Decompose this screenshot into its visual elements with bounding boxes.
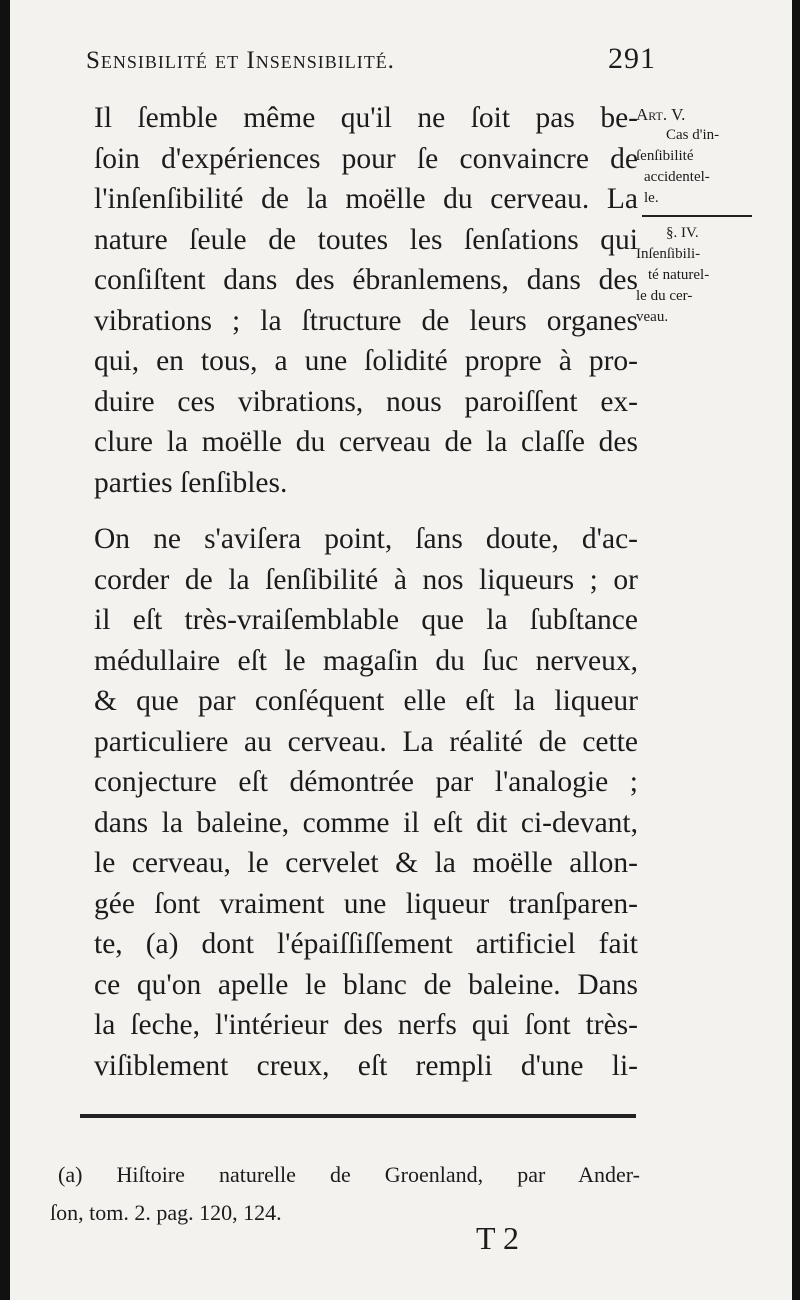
text-line: corder de la ſenſibilité à nos liqueurs ; or [94,563,638,596]
margin-note-section-iv [636,223,786,328]
text-line: ce qu'on apelle le blanc de baleine. Dans [94,968,638,1001]
text-line: le cerveau, le cervelet & la moëlle allon- [94,847,638,879]
text-line: la ſeche, l'intérieur des nerfs qui ſont très- [94,1009,638,1041]
margin-note-line: §. IV. [666,225,699,241]
paragraph-1 [50,98,638,503]
paragraph-2 [50,519,638,1086]
text-line: te, (a) dont l'épaiſſiſſement artificiel fait [94,928,638,960]
text-line: ſoin d'expériences pour ſe convaincre de [94,142,638,175]
text-line: médullaire eſt le magaſin du ſuc nerveux, [94,644,638,677]
text-line: dans la baleine, comme il eſt dit ci-devant, [94,806,638,839]
text-line: clure la moëlle du cerveau de la claſſe des [94,426,638,458]
text-line: parties ſenſibles. [94,466,288,499]
text-line: nature ſeule de toutes les ſenſations qui [94,223,638,256]
margin-note-line: Art. V. [636,105,686,124]
signature-mark: T 2 [476,1220,519,1256]
text-line: qui, en tous, a une ſolidité propre à pro- [94,345,638,377]
text-line: On ne s'aviſera point, ſans doute, d'ac- [94,523,638,555]
margin-note-line: Inſenſibili- [636,246,701,262]
book-page [10,0,792,1300]
margin-note-line: ſenſibilité [636,148,694,164]
margin-note-line: Cas d'in- [666,127,720,143]
footnote-line: ſon, tom. 2. pag. 120, 124. [50,1200,282,1225]
text-line: vibrations ; la ſtructure de leurs organes [94,304,638,337]
text-line: & que par conſéquent elle eſt la liqueur [94,685,638,717]
footnote-line: (a) Hiſtoire naturelle de Groenland, par Ander- [58,1162,640,1187]
text-line: l'inſenſibilité de la moëlle du cerveau. La [94,183,638,215]
text-line: particuliere au cerveau. La réalité de cette [94,725,638,758]
text-line: gée ſont vraiment une liqueur tranſparen- [94,887,638,920]
running-head-title: Sensibilité et Insensibilité. [86,47,395,74]
text-line: il eſt très-vraiſemblable que la ſubſtance [94,604,638,636]
margin-note-art-v [636,104,786,209]
margin-note-divider [642,215,752,217]
text-line: viſiblement creux, eſt rempli d'une li- [94,1049,638,1082]
margin-note-line: veau. [636,309,669,325]
footnote-divider [80,1114,636,1118]
text-line: duire ces vibrations, nous paroiſſent ex- [94,385,638,418]
running-head [86,42,656,76]
margin-note-line: le. [644,190,659,206]
margin-note-line: le du cer- [636,288,693,304]
text-line: conſiſtent dans des ébranlemens, dans des [94,264,638,296]
text-line: conjecture eſt démontrée par l'analogie ; [94,766,638,798]
body-text [50,98,638,1086]
footnote [50,1156,640,1232]
page-number: 291 [608,42,656,75]
margin-notes [636,104,786,328]
margin-note-line: accidentel- [644,169,710,185]
text-line: Il ſemble même qu'il ne ſoit pas be- [94,102,638,134]
margin-note-line: té naturel- [648,267,710,283]
